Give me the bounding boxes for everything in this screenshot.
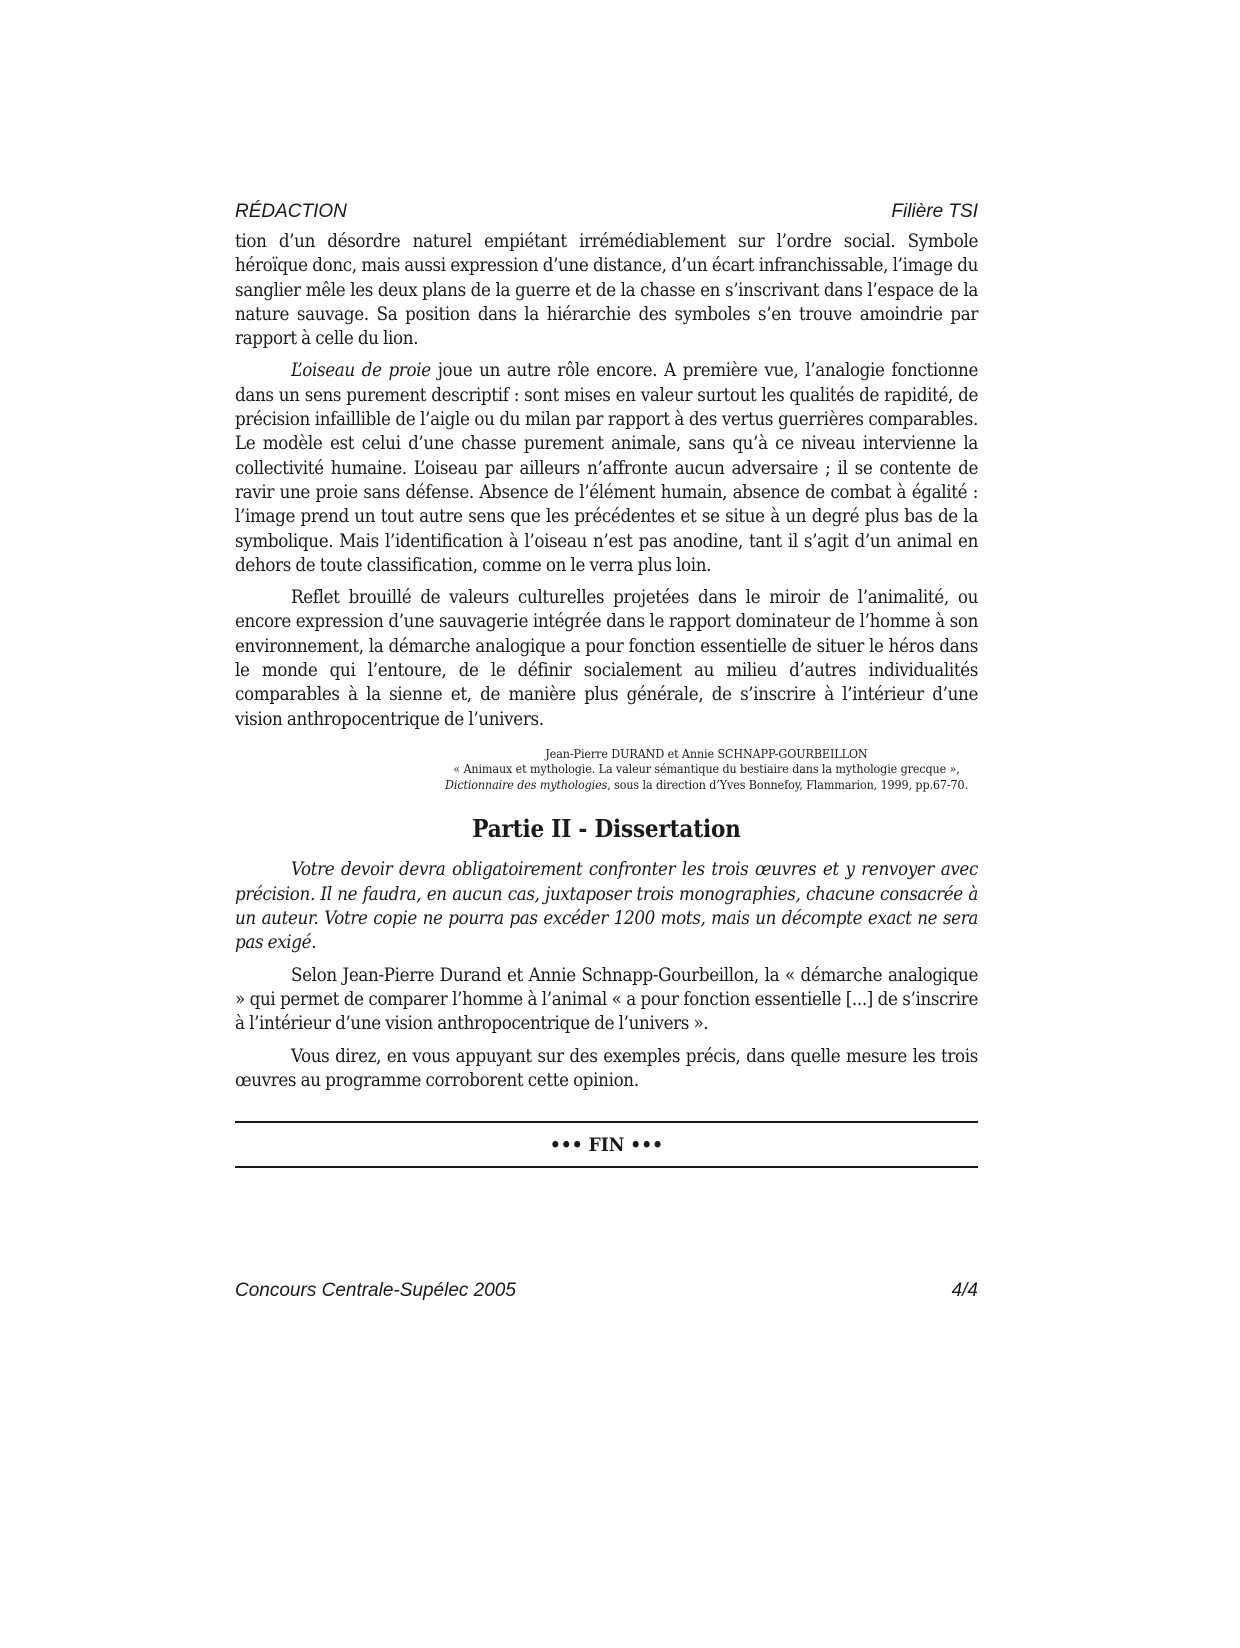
paragraph-2-text: joue un autre rôle encore. A première vue, l’analogie fonctionne dans un sens purement descriptif : sont mises en valeur surtout les qualités de rapidité, de précision infaillible de l’aigle ou du milan par rapport à des vertus guerrières comparables. Le modèle est celui d’une chasse purement animale, sans qu’à ce niveau intervienne la collectivité humaine. L’oiseau par ailleurs n’affronte aucun adversaire ; il se contente de ravir une proie sans défense. Absence de l’élément humain, absence de combat à égalité : l’image prend un tout autre sens que les précédentes et se situe à un degré plus bas de la symbolique. Mais l’identification à l’oiseau n’est pas anodine, tant il s’agit d’un animal en dehors de toute classification, comme on le verra plus loin. (235, 360, 978, 576)
header-track: Filière TSI (891, 201, 978, 222)
header-subject: RÉDACTION (235, 201, 347, 222)
paragraph-1: tion d’un désordre naturel empiétant irrémédiablement sur l’ordre social. Symbole héroïque donc, mais aussi expression d’une distance, d’un écart infranchissable, l’image du sanglier mêle les deux plans de la guerre et de la chasse en s’inscrivant dans l’espace de la nature sauvage. Sa position dans la hiérarchie des symboles s’en trouve amoindrie par rapport à celle du lion. (235, 231, 978, 350)
dissertation-section (235, 858, 978, 1093)
subject-paragraph: Selon Jean-Pierre Durand et Annie Schnapp-Gourbeillon, la « démarche analogique » qui permet de comparer l’homme à l’animal « a pour fonction essentielle [...] de s’inscrire à l’intérieur d’une vision anthropocentrique de l’univers ». (235, 964, 978, 1035)
citation-book (235, 777, 978, 793)
end-marker: ••• FIN ••• (549, 1134, 664, 1157)
page-number: 4/4 (951, 1280, 978, 1301)
section-title: Partie II - Dissertation (472, 814, 741, 844)
document-page (235, 200, 978, 1168)
footer-contest: Concours Centrale-Supélec 2005 (235, 1280, 516, 1301)
paragraph-2 (235, 359, 978, 578)
instructions-paragraph: Votre devoir devra obligatoirement confronter les trois œuvres et y renvoyer avec précision. Il ne faudra, en aucun cas, juxtaposer trois monographies, chacune consacrée à un auteur. Votre copie ne pourra pas excéder 1200 mots, mais un décompte exact ne sera pas exigé. (235, 859, 978, 954)
page-footer (235, 1279, 978, 1303)
page-header (235, 200, 978, 224)
paragraph-3: Reflet brouillé de valeurs culturelles projetées dans le miroir de l’animalité, ou encore expression d’une sauvagerie intégrée dans le rapport dominateur de l’homme à son environnement, la démarche analogique a pour fonction essentielle de situer le héros dans le monde qui l’entoure, de le définir socialement au milieu d’autres individualités comparables à la sienne et, de manière plus générale, de s’inscrire à l’intérieur d’une vision anthropocentrique de l’univers. (235, 587, 978, 730)
citation-book-title: Dictionnaire des mythologies (445, 776, 608, 792)
citation-article: « Animaux et mythologie. La valeur sémantique du bestiaire dans la mythologie grecque », (453, 761, 960, 777)
bottom-divider (235, 1166, 978, 1168)
citation-authors: Jean-Pierre DURAND et Annie SCHNAPP-GOURBEILLON (545, 745, 868, 761)
question-paragraph: Vous direz, en vous appuyant sur des exemples précis, dans quelle mesure les trois œuvres au programme corroborent cette opinion. (235, 1045, 978, 1091)
citation (235, 746, 978, 793)
paragraph-2-emphasis: L’oiseau de proie (291, 360, 431, 382)
text-excerpt (235, 230, 978, 732)
citation-book-details: , sous la direction d’Yves Bonnefoy, Flammarion, 1999, pp.67-70. (607, 776, 968, 792)
